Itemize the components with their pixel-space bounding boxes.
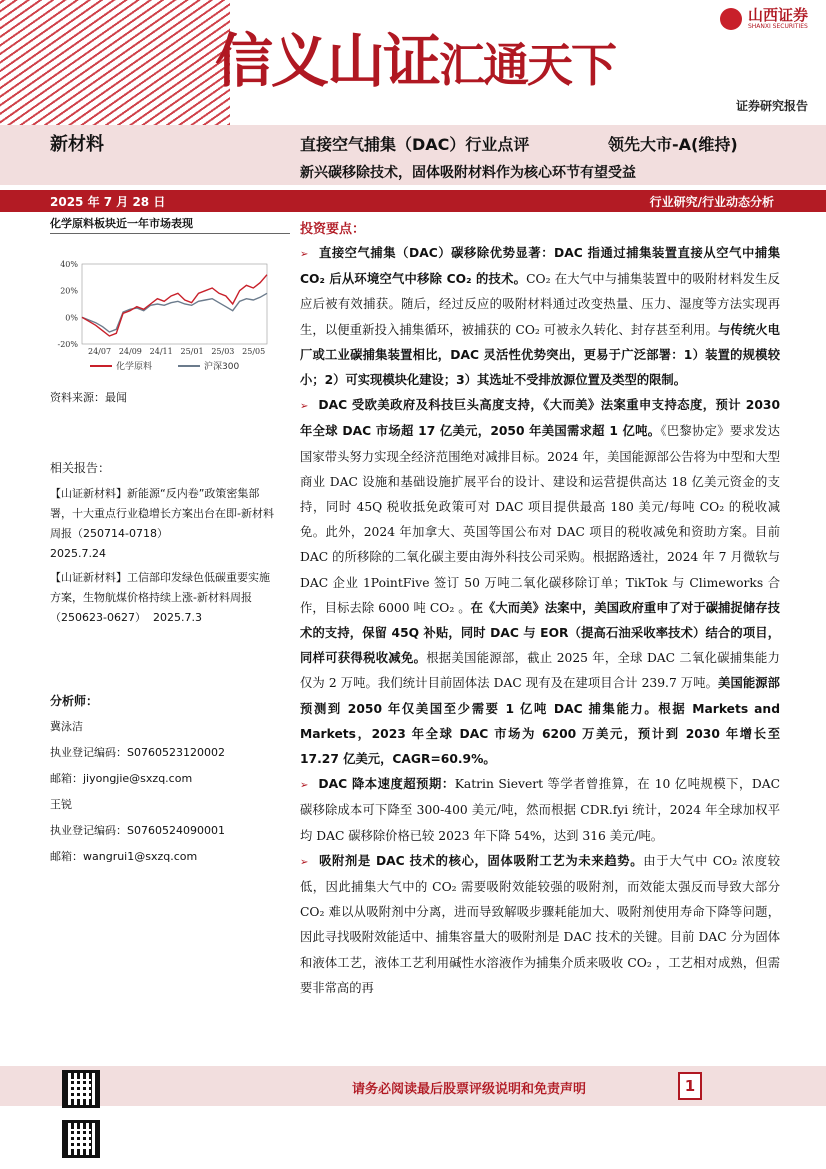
analyst-email[interactable]: 邮箱：wangrui1@sxzq.com bbox=[50, 850, 198, 863]
bullet-icon: ➢ bbox=[300, 401, 309, 413]
qr-code-icon bbox=[62, 1070, 100, 1108]
qr-code-icon bbox=[62, 1120, 100, 1158]
x-tick-label: 24/09 bbox=[118, 347, 142, 356]
report-type: 证券研究报告 bbox=[735, 99, 808, 113]
date-bar bbox=[0, 190, 826, 212]
related-reports bbox=[50, 458, 280, 632]
rating-label: 领先大市-A(维持) bbox=[608, 135, 738, 154]
logo-english-name: SHANXI SECURITIES bbox=[747, 23, 808, 30]
investment-highlights-heading: 投资要点： bbox=[300, 222, 366, 237]
series-line bbox=[82, 275, 267, 336]
logo-mark-icon bbox=[720, 8, 742, 30]
sector-label: 新材料 bbox=[50, 134, 104, 155]
paragraph-cost-reduction: ➢ DAC 降本速度超预期：Katrin Sievert 等学者曾推算，在 10 亿吨规模下，DAC 碳移除成本可下降至 300-400 美元/吨，然而根据 CDR.fyi 统计，2024 年全球加权平均 DAC 碳移除价格已较 2023 年下降 54%，达到 316 美元/吨。 bbox=[300, 777, 780, 843]
y-tick-label: 20% bbox=[60, 286, 78, 296]
y-tick-label: 40% bbox=[60, 260, 78, 269]
slogan-part-a: 信义山证 bbox=[215, 27, 440, 95]
legend-label: 化学原料 bbox=[116, 362, 153, 372]
chart-source: 资料来源：最闻 bbox=[50, 391, 127, 404]
main-content bbox=[300, 218, 780, 1001]
x-tick-label: 25/03 bbox=[211, 347, 235, 356]
banner-stripes bbox=[0, 0, 230, 125]
bullet-icon: ➢ bbox=[300, 249, 309, 260]
related-item[interactable]: 【山证新材料】工信部印发绿色低碳重要实施方案，生物航煤价格持续上涨-新材料周报（250623-0627） 2025.7.3 bbox=[50, 571, 270, 624]
banner-slogan bbox=[215, 14, 615, 98]
paragraph-policy-support: ➢ DAC 受欧美政府及科技巨头高度支持，《大而美》法案重申支持态度，预计 2030 年全球 DAC 市场超 17 亿美元，2050 年美国需求超 1 亿吨。《巴黎协定》要求发达国家带头努力实现全经济范围绝对减排目标。2024 年，美国能源部公告将为中型和大型商业 DAC 设施和基础设施扩展平台的设计、建设和运营提供高达 18 亿美元资金的支持，同时 45Q 税收抵免政策可对 DAC 项目提供最高 180 美元/每吨 CO₂ 的税收减免。此外，2024 年加拿大、英国等国公布对 DAC 项目的税收减免和资助方案。目前 DAC 的所移除的二氧化碳主要由海外科技公司采购。根据路透社，2024 年 7 月微软与 DAC 企业 1PointFive 签订 50 万吨二氧化碳移除订单；TikTok 与 Climeworks 合作，目标去除 6000 吨 CO₂ 。在《大而美》法案中，美国政府重申了对于碳捕捉储存技术的支持，保留 45Q 补贴，同时 DAC 与 EOR（提高石油采收率技术）结合的项目，同样可获得税收减免。根据美国能源部，截止 2025 年，全球 DAC 二氧化碳捕集能力仅为 2 万吨。我们统计目前固体法 DAC 现有及在建项目合计 239.7 万吨。美国能源部预测到 2050 年仅美国至少需要 1 亿吨 DAC 捕集能力。根据 Markets and Markets，2023 年全球 DAC 市场为 6200 万美元，预计到 2030 年增长至 17.27 亿美元，CAGR=60.9%。 bbox=[300, 398, 780, 767]
y-tick-label: -20% bbox=[57, 340, 78, 349]
related-heading: 相关报告： bbox=[50, 461, 111, 475]
analyst-reg: 执业登记编码：S0760524090001 bbox=[50, 824, 225, 837]
report-title: 直接空气捕集（DAC）行业点评 bbox=[300, 135, 530, 154]
analyst-name: 王锐 bbox=[50, 798, 72, 811]
paragraph-dac-advantage: ➢ 直接空气捕集（DAC）碳移除优势显著：DAC 指通过捕集装置直接从空气中捕集 CO₂ 后从环境空气中移除 CO₂ 的技术。CO₂ 在大气中与捕集装置中的吸附材料发生反应后被有效捕获。随后，经过反应的吸附材料通过改变热量、压力、湿度等方法实现再生，以便重新投入捕集循环，被捕获的 CO₂ 可被永久转化、封存甚至利用。与传统火电厂或工业碳捕集装置相比，DAC 灵活性优势突出，更易于广泛部署：1）装置的规模较小；2）可实现模块化建设；3）其选址不受排放源位置及类型的限制。 bbox=[300, 246, 780, 388]
x-tick-label: 25/05 bbox=[242, 347, 266, 356]
analyst-email[interactable]: 邮箱：jiyongjie@sxzq.com bbox=[50, 772, 193, 785]
disclaimer-notice[interactable]: 请务必阅读最后股票评级说明和免责声明 bbox=[352, 1082, 587, 1097]
page-number: 1 bbox=[678, 1072, 702, 1100]
market-performance-chart bbox=[50, 234, 280, 374]
analysts-section bbox=[50, 688, 280, 870]
x-tick-label: 24/07 bbox=[88, 347, 112, 356]
bullet-icon: ➢ bbox=[300, 856, 309, 868]
left-column bbox=[50, 215, 290, 377]
report-date: 2025 年 7 月 28 日 bbox=[50, 195, 166, 209]
logo-name: 山西证券 bbox=[747, 6, 808, 24]
legend-label: 沪深300 bbox=[204, 362, 240, 372]
series-line bbox=[82, 293, 267, 332]
analysts-heading: 分析师： bbox=[50, 694, 99, 708]
y-tick-label: 0% bbox=[65, 313, 78, 323]
analyst-name: 冀泳洁 bbox=[50, 720, 83, 733]
chart-title: 化学原料板块近一年市场表现 bbox=[50, 215, 290, 234]
bullet-icon: ➢ bbox=[300, 780, 309, 792]
slogan-part-b: 汇通天下 bbox=[439, 38, 616, 92]
paragraph-adsorbent: ➢ 吸附剂是 DAC 技术的核心，固体吸附工艺为未来趋势。由于大气中 CO₂ 浓度较低，因此捕集大气中的 CO₂ 需要吸附效能较强的吸附剂，而效能太强反而导致大部分 CO₂ 难以从吸附剂中分离，进而导致解吸步骤耗能加大、吸附剂使用寿命下降等问题，因此寻找吸附效能适中、捕集容量大的吸附剂是 DAC 技术的关键。目前 DAC 分为固体和液体工艺，液体工艺利用碱性水溶液作为捕集介质来吸收 CO₂ ，工艺相对成熟，但需要非常高的再 bbox=[300, 853, 780, 995]
report-category: 行业研究/行业动态分析 bbox=[649, 195, 774, 209]
x-tick-label: 25/01 bbox=[180, 347, 204, 356]
report-subtitle: 新兴碳移除技术，固体吸附材料作为核心环节有望受益 bbox=[300, 165, 636, 181]
analyst-reg: 执业登记编码：S0760523120002 bbox=[50, 746, 225, 759]
related-item[interactable]: 【山证新材料】新能源“反内卷”政策密集部署，十大重点行业稳增长方案出台在即-新材料周报（250714-0718） 2025.7.24 bbox=[50, 487, 274, 560]
x-tick-label: 24/11 bbox=[149, 347, 173, 356]
header-banner bbox=[0, 0, 826, 125]
company-logo bbox=[720, 8, 808, 30]
